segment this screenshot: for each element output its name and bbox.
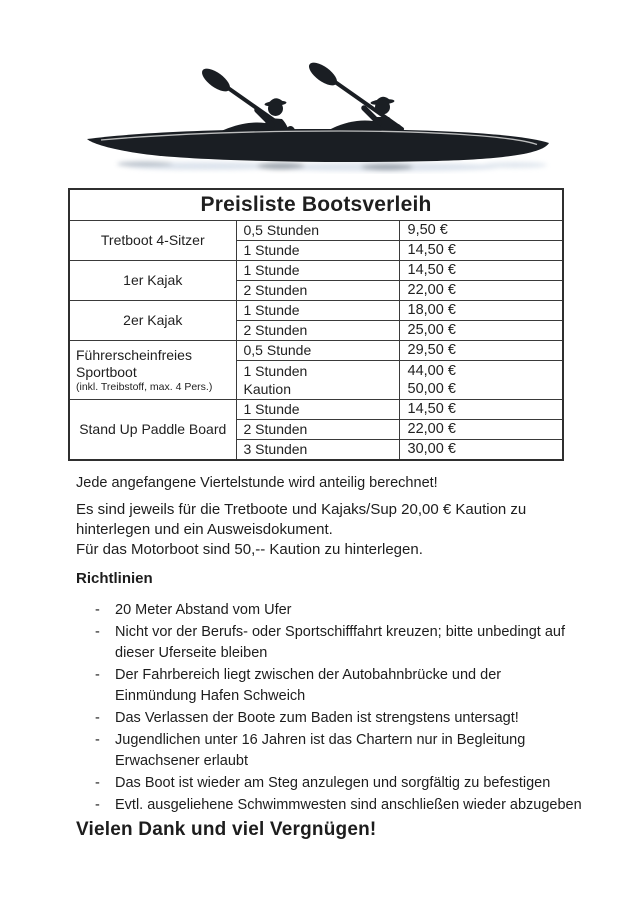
price-line: 50,00 € <box>407 381 456 397</box>
guideline-text <box>115 600 292 621</box>
guideline-line: Nicht vor der Berufs- oder Sportschifffahrt kreuzen; bitte unbedingt auf <box>115 624 566 640</box>
guideline-line: Jugendlichen unter 16 Jahren ist das Chartern nur in Begleitung <box>115 732 526 748</box>
duration-cell: 1 Stunde <box>236 301 399 321</box>
closing-message: Vielen Dank und viel Vergnügen! <box>76 819 377 840</box>
boat-type-sublabel: (inkl. Treibstoff, max. 4 Pers.) <box>76 381 213 393</box>
duration-cell: 0,5 Stunde <box>236 341 399 361</box>
boat-type-label-1er-kajak: 1er Kajak <box>69 261 236 301</box>
bullet-marker: - <box>95 775 100 791</box>
guideline-item <box>95 730 582 772</box>
guideline-text <box>115 708 519 729</box>
boat-type-label-sportboot <box>69 341 236 400</box>
bullet-marker: - <box>95 602 100 618</box>
guideline-item <box>95 708 582 729</box>
duration-cell-merged <box>236 361 399 400</box>
price-line: 44,00 € <box>407 362 456 379</box>
bullet-marker: - <box>95 710 100 726</box>
deposit-note-line: Es sind jeweils für die Tretboote und Kajaks/Sup 20,00 € Kaution zu <box>76 501 527 518</box>
deposit-note-line: hinterlegen und ein Ausweisdokument. <box>76 521 333 538</box>
guidelines-heading: Richtlinien <box>76 570 153 587</box>
guideline-line: Einmündung Hafen Schweich <box>115 688 306 704</box>
duration-cell: 3 Stunden <box>236 440 399 461</box>
boat-type-label-sup: Stand Up Paddle Board <box>69 400 236 461</box>
price-cell: 22,00 € <box>399 281 563 301</box>
kayak-hull-shape <box>87 129 549 162</box>
boat-type-label-tretboot: Tretboot 4-Sitzer <box>69 221 236 261</box>
guideline-line: dieser Uferseite bleiben <box>115 645 268 661</box>
duration-cell: 2 Stunden <box>236 321 399 341</box>
duration-cell: 2 Stunden <box>236 420 399 440</box>
guideline-text <box>115 773 550 794</box>
guideline-item <box>95 665 582 707</box>
duration-cell: 0,5 Stunden <box>236 221 399 241</box>
guideline-text <box>115 622 565 664</box>
quarter-hour-note: Jede angefangene Viertelstunde wird anteilig berechnet! <box>76 475 438 491</box>
guideline-item <box>95 622 582 664</box>
price-table <box>68 188 564 461</box>
guideline-item <box>95 773 582 794</box>
price-cell: 18,00 € <box>399 301 563 321</box>
price-cell: 30,00 € <box>399 440 563 461</box>
guideline-item <box>95 795 582 816</box>
guideline-item <box>95 600 582 621</box>
kayak-hero-image <box>85 62 555 174</box>
duration-line: 1 Stunden <box>243 362 308 379</box>
guideline-text <box>115 730 525 772</box>
bullet-marker: - <box>95 667 100 683</box>
bullet-marker: - <box>95 797 100 813</box>
guideline-line: Das Boot ist wieder am Steg anzulegen und sorgfältig zu befestigen <box>115 775 551 791</box>
price-cell: 14,50 € <box>399 241 563 261</box>
price-cell: 9,50 € <box>399 221 563 241</box>
price-cell-merged <box>399 361 563 400</box>
boat-type-label-2er-kajak: 2er Kajak <box>69 301 236 341</box>
price-table-title: Preisliste Bootsverleih <box>69 189 563 221</box>
duration-cell: 1 Stunde <box>236 241 399 261</box>
guidelines-list <box>95 600 582 817</box>
deposit-note <box>76 500 526 560</box>
duration-cell: 1 Stunde <box>236 261 399 281</box>
guideline-text <box>115 665 501 707</box>
deposit-note-line: Für das Motorboot sind 50,-- Kaution zu hinterlegen. <box>76 541 423 558</box>
bullet-marker: - <box>95 732 100 748</box>
price-cell: 25,00 € <box>399 321 563 341</box>
price-cell: 22,00 € <box>399 420 563 440</box>
guideline-line: Der Fahrbereich liegt zwischen der Autobahnbrücke und der <box>115 667 502 683</box>
guideline-line: 20 Meter Abstand vom Ufer <box>115 602 292 618</box>
boat-type-label-text: Führerscheinfreies Sportboot <box>76 347 192 380</box>
duration-line: Kaution <box>243 381 291 397</box>
duration-cell: 2 Stunden <box>236 281 399 301</box>
guideline-line: Evtl. ausgeliehene Schwimmwesten sind anschließen wieder abzugeben <box>115 797 582 813</box>
price-cell: 29,50 € <box>399 341 563 361</box>
duration-cell: 1 Stunde <box>236 400 399 420</box>
water-reflection-shape <box>117 161 547 171</box>
guideline-text <box>115 795 582 816</box>
guideline-line: Das Verlassen der Boote zum Baden ist strengstens untersagt! <box>115 710 519 726</box>
guideline-line: Erwachsener erlaubt <box>115 753 248 769</box>
price-cell: 14,50 € <box>399 261 563 281</box>
price-cell: 14,50 € <box>399 400 563 420</box>
bullet-marker: - <box>95 624 100 640</box>
